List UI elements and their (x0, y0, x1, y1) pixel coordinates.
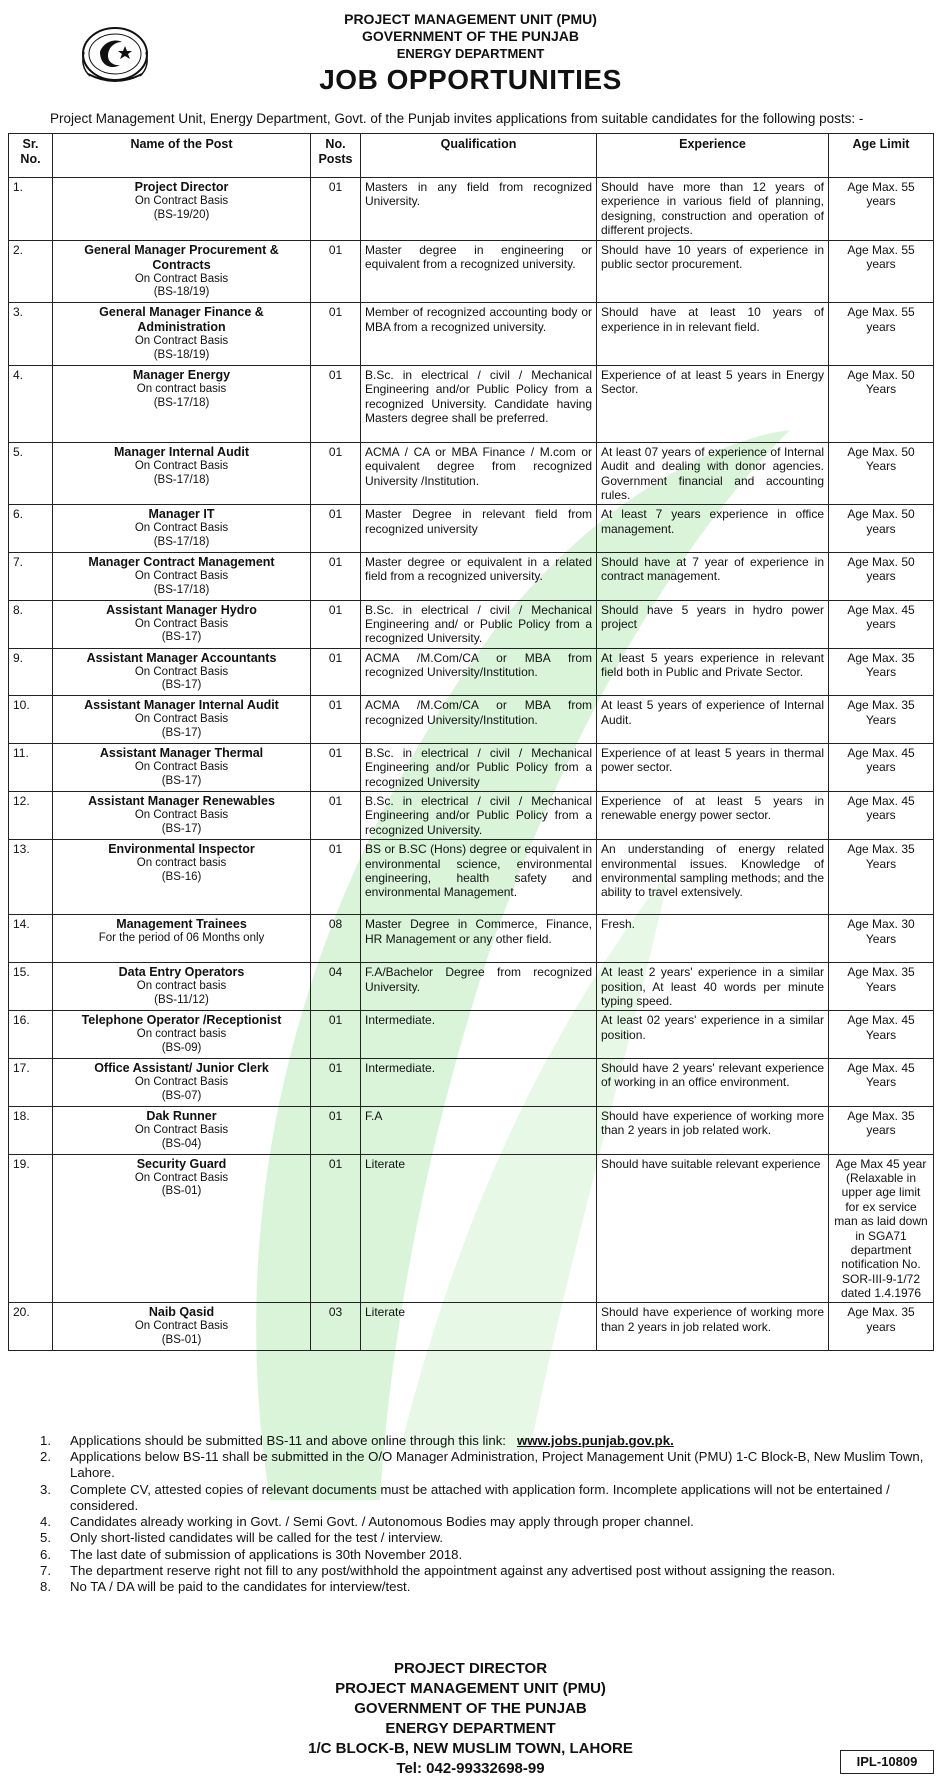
post-title: Environmental Inspector (108, 842, 255, 857)
cell-age-limit: Age Max. 30 Years (829, 915, 934, 963)
table-row (9, 1154, 934, 1303)
table-row (9, 743, 934, 791)
note-number: 1. (40, 1433, 51, 1448)
cell-age-limit: Age Max. 55 years (829, 303, 934, 366)
cell-posts: 01 (311, 648, 361, 696)
note-item (40, 1482, 925, 1514)
cell-experience: Should have at least 10 years of experience in in relevant field. (597, 303, 829, 366)
post-basis: On Contract Basis (134, 195, 229, 207)
cell-posts: 01 (311, 792, 361, 840)
post-scale: (BS-17) (161, 774, 202, 787)
cell-post-name (53, 600, 311, 648)
note-number: 4. (40, 1514, 51, 1530)
cell-post-name (53, 696, 311, 744)
cell-posts: 01 (311, 442, 361, 505)
table-row (9, 442, 934, 505)
note-text: The department reserve right not fill to any post/withhold the appointment against any advertised post without assigning the reason. (70, 1562, 836, 1578)
cell-sr: 1. (9, 178, 53, 241)
note-text: Complete CV, attested copies of relevant documents must be attached with application form. Incomplete applications will not be entertained / considered. (70, 1481, 890, 1513)
note-text: Candidates already working in Govt. / Semi Govt. / Autonomous Bodies may apply through proper channel. (70, 1514, 694, 1530)
header-age: Age Limit (829, 134, 934, 178)
cell-age-limit: Age Max. 35 Years (829, 696, 934, 744)
post-scale: (BS-19/20) (153, 208, 210, 221)
cell-sr: 7. (9, 552, 53, 600)
cell-qualification: ACMA /M.Com/CA or MBA from recognized University/Institution. (361, 648, 597, 696)
cell-qualification: Master degree in engineering or equivalent from a recognized university. (361, 240, 597, 303)
cell-qualification: Master Degree in relevant field from recognized university (361, 505, 597, 553)
header-posts: No. Posts (311, 134, 361, 178)
post-basis: On Contract Basis (134, 1171, 229, 1184)
cell-posts: 01 (311, 840, 361, 915)
cell-sr: 13. (9, 840, 53, 915)
table-row (9, 600, 934, 648)
table-header-row (9, 134, 934, 178)
note-item (40, 1579, 925, 1595)
cell-qualification: B.Sc. in electrical / civil / Mechanical Engineering and/or Public Policy from a recognized University. Candidate having Masters degree shall be preferred. (361, 365, 597, 442)
cell-post-name (53, 1154, 311, 1303)
cell-post-name (53, 178, 311, 241)
cell-experience: Should have at 7 year of experience in contract management. (597, 552, 829, 600)
post-scale: (BS-07) (161, 1089, 202, 1102)
table-row (9, 1303, 934, 1351)
post-basis: On Contract Basis (134, 1123, 229, 1136)
cell-qualification: B.Sc. in electrical / civil / Mechanical Engineering and/or Public Policy from a recognized University (361, 743, 597, 791)
cell-post-name (53, 840, 311, 915)
cell-posts: 04 (311, 963, 361, 1011)
cell-age-limit: Age Max. 45 Years (829, 1058, 934, 1106)
cell-sr: 11. (9, 743, 53, 791)
notes-list (40, 1433, 925, 1595)
post-title: Data Entry Operators (118, 965, 245, 980)
table-row (9, 840, 934, 915)
cell-experience: At least 5 years of experience of Internal Audit. (597, 696, 829, 744)
cell-experience: Should have more than 12 years of experience in various field of planning, designing, construction and operation of different projects. (597, 178, 829, 241)
cell-post-name (53, 915, 311, 963)
cell-sr: 6. (9, 505, 53, 553)
post-basis: On Contract Basis (134, 272, 229, 285)
cell-age-limit: Age Max. 55 years (829, 240, 934, 303)
table-row (9, 365, 934, 442)
cell-sr: 5. (9, 442, 53, 505)
cell-sr: 12. (9, 792, 53, 840)
post-basis: On Contract Basis (134, 335, 229, 348)
note-text: Applications should be submitted BS-11 and above online through this link: (70, 1433, 506, 1448)
cell-qualification: BS or B.SC (Hons) degree or equivalent in environmental science, environmental engineering, health safety and environmental Management. (361, 840, 597, 915)
cell-experience: At least 02 years' experience in a similar position. (597, 1011, 829, 1059)
post-basis: On contract basis (136, 1028, 227, 1041)
note-item (40, 1449, 925, 1481)
table-row (9, 915, 934, 963)
table-row (9, 963, 934, 1011)
cell-experience: An understanding of energy related environmental issues. Knowledge of environmental sampling methods; and the ability to travel extensively. (597, 840, 829, 915)
post-basis: For the period of 06 Months only (98, 932, 265, 945)
cell-sr: 10. (9, 696, 53, 744)
cell-age-limit: Age Max. 35 Years (829, 648, 934, 696)
reference-number: IPL-10809 (840, 1750, 934, 1774)
cell-posts: 08 (311, 915, 361, 963)
cell-sr: 17. (9, 1058, 53, 1106)
cell-age-limit: Age Max. 35 Years (829, 840, 934, 915)
cell-qualification: Literate (361, 1303, 597, 1351)
note-number: 5. (40, 1530, 51, 1546)
cell-experience: Should have 5 years in hydro power project (597, 600, 829, 648)
post-scale: (BS-18/19) (153, 286, 210, 299)
note-item (40, 1433, 925, 1449)
cell-experience: Experience of at least 5 years in Energy Sector. (597, 365, 829, 442)
cell-post-name (53, 552, 311, 600)
cell-post-name (53, 743, 311, 791)
cell-posts: 01 (311, 552, 361, 600)
cell-posts: 01 (311, 178, 361, 241)
post-basis: On contract basis (136, 980, 227, 993)
post-scale: (BS-01) (161, 1334, 202, 1347)
post-title: Telephone Operator /Receptionist (81, 1013, 282, 1028)
page-title: JOB OPPORTUNITIES (319, 64, 622, 95)
cell-sr: 14. (9, 915, 53, 963)
cell-age-limit: Age Max. 50 Years (829, 442, 934, 505)
cell-post-name (53, 240, 311, 303)
cell-experience: Should have experience of working more than 2 years in job related work. (597, 1106, 829, 1154)
cell-experience: Should have suitable relevant experience (597, 1154, 829, 1303)
post-basis: On Contract Basis (134, 617, 229, 630)
post-scale: (BS-17/18) (153, 473, 210, 486)
post-scale: (BS-17/18) (153, 536, 210, 549)
cell-experience: Experience of at least 5 years in thermal power sector. (597, 743, 829, 791)
footer-line-1: PROJECT DIRECTOR (393, 1660, 548, 1677)
cell-experience: Fresh. (597, 915, 829, 963)
cell-qualification: Master Degree in Commerce, Finance, HR Management or any other field. (361, 915, 597, 963)
post-title: Manager Energy (132, 367, 231, 382)
header-line-2: GOVERNMENT OF THE PUNJAB (361, 28, 579, 44)
post-title: Dak Runner (146, 1108, 217, 1123)
cell-experience: At least 7 years experience in office management. (597, 505, 829, 553)
cell-post-name (53, 1303, 311, 1351)
cell-posts: 01 (311, 600, 361, 648)
note-item (40, 1530, 925, 1546)
header-qualification: Qualification (361, 134, 597, 178)
post-scale: (BS-17) (161, 631, 202, 644)
table-row (9, 696, 934, 744)
footer-line-2: PROJECT MANAGEMENT UNIT (PMU) (335, 1680, 606, 1697)
table-row (9, 1106, 934, 1154)
table-row (9, 303, 934, 366)
note-number: 6. (40, 1546, 51, 1562)
table-row (9, 178, 934, 241)
cell-qualification: Masters in any field from recognized University. (361, 178, 597, 241)
cell-sr: 20. (9, 1303, 53, 1351)
cell-age-limit: Age Max 45 year (Relaxable in upper age limit for ex service man as laid down in SGA71 department notification No. SOR-III-9-1/72 dated 1.4.1976 (829, 1154, 934, 1303)
cell-experience: Experience of at least 5 years in renewable energy power sector. (597, 792, 829, 840)
note-text: Applications below BS-11 shall be submitted in the O/O Manager Administration, Project Management Unit (PMU) 1-C Block-B, New Muslim Town, Lahore. (70, 1449, 924, 1481)
header (0, 0, 941, 115)
post-scale: (BS-18/19) (153, 348, 210, 361)
cell-post-name (53, 365, 311, 442)
table-row (9, 1058, 934, 1106)
cell-qualification: Intermediate. (361, 1011, 597, 1059)
cell-posts: 01 (311, 303, 361, 366)
post-title: Assistant Manager Renewables (88, 794, 275, 809)
post-title: Manager IT (148, 507, 215, 522)
cell-posts: 01 (311, 743, 361, 791)
cell-age-limit: Age Max. 45 years (829, 792, 934, 840)
post-scale: (BS-17) (161, 679, 202, 692)
jobs-portal-link[interactable]: www.jobs.punjab.gov.pk. (516, 1433, 674, 1448)
note-item (40, 1563, 925, 1579)
cell-sr: 9. (9, 648, 53, 696)
post-title: Assistant Manager Thermal (99, 745, 264, 760)
cell-qualification: Member of recognized accounting body or MBA from a recognized university. (361, 303, 597, 366)
post-scale: (BS-04) (161, 1137, 202, 1150)
post-basis: On Contract Basis (134, 665, 229, 678)
cell-post-name (53, 648, 311, 696)
post-scale: (BS-09) (161, 1042, 202, 1055)
note-text: No TA / DA will be paid to the candidates for interview/test. (70, 1579, 411, 1595)
post-title: Naib Qasid (148, 1305, 215, 1320)
post-basis: On Contract Basis (134, 713, 229, 726)
cell-post-name (53, 442, 311, 505)
post-basis: On contract basis (136, 382, 227, 395)
header-name: Name of the Post (53, 134, 311, 178)
cell-qualification: F.A (361, 1106, 597, 1154)
cell-posts: 01 (311, 240, 361, 303)
cell-age-limit: Age Max. 50 Years (829, 365, 934, 442)
table-row (9, 240, 934, 303)
cell-post-name (53, 963, 311, 1011)
cell-posts: 01 (311, 505, 361, 553)
post-title: Office Assistant/ Junior Clerk (94, 1060, 269, 1075)
note-number: 7. (40, 1562, 51, 1578)
post-title: Project Director (134, 180, 229, 194)
cell-sr: 2. (9, 240, 53, 303)
intro-text: Project Management Unit, Energy Department, Govt. of the Punjab invites applications from suitable candidates for the following posts: - (50, 111, 864, 126)
cell-sr: 16. (9, 1011, 53, 1059)
cell-posts: 03 (311, 1303, 361, 1351)
cell-posts: 01 (311, 1154, 361, 1303)
header-sr: Sr. No. (9, 134, 53, 178)
cell-sr: 4. (9, 365, 53, 442)
table-row (9, 648, 934, 696)
cell-post-name (53, 1106, 311, 1154)
cell-experience: At least 5 years experience in relevant field both in Public and Private Sector. (597, 648, 829, 696)
post-title: Assistant Manager Hydro (106, 602, 257, 617)
note-text: Only short-listed candidates will be called for the test / interview. (70, 1530, 444, 1546)
post-title: Security Guard (136, 1156, 227, 1171)
post-basis: On Contract Basis (134, 809, 229, 822)
jobs-table-body (9, 178, 934, 1351)
note-number: 3. (40, 1481, 51, 1497)
cell-experience: Should have experience of working more than 2 years in job related work. (597, 1303, 829, 1351)
footer (0, 1659, 941, 1779)
footer-line-3: GOVERNMENT OF THE PUNJAB (354, 1700, 587, 1717)
cell-qualification: Master degree or equivalent in a related field from a recognized university. (361, 552, 597, 600)
cell-qualification: ACMA /M.Com/CA or MBA from recognized University/Institution. (361, 696, 597, 744)
post-scale: (BS-17) (161, 822, 202, 835)
post-basis: On Contract Basis (134, 1320, 229, 1333)
post-title: Manager Internal Audit (114, 444, 249, 459)
cell-age-limit: Age Max. 35 Years (829, 963, 934, 1011)
cell-post-name (53, 505, 311, 553)
post-basis: On Contract Basis (134, 1075, 229, 1088)
table-row (9, 505, 934, 553)
footer-line-4: ENERGY DEPARTMENT (385, 1720, 556, 1737)
cell-post-name (53, 1011, 311, 1059)
cell-age-limit: Age Max. 50 years (829, 505, 934, 553)
post-basis: On Contract Basis (134, 569, 229, 582)
cell-age-limit: Age Max. 45 Years (829, 1011, 934, 1059)
cell-qualification: Literate (361, 1154, 597, 1303)
table-row (9, 1011, 934, 1059)
note-item (40, 1547, 925, 1563)
post-title: Assistant Manager Accountants (86, 650, 277, 665)
cell-post-name (53, 792, 311, 840)
cell-post-name (53, 303, 311, 366)
cell-age-limit: Age Max. 55 years (829, 178, 934, 241)
table-row (9, 792, 934, 840)
cell-sr: 19. (9, 1154, 53, 1303)
cell-qualification: Intermediate. (361, 1058, 597, 1106)
footer-line-5: 1/C BLOCK-B, NEW MUSLIM TOWN, LAHORE (308, 1740, 633, 1757)
header-experience: Experience (597, 134, 829, 178)
cell-qualification: B.Sc. in electrical / civil / Mechanical Engineering and/or Public Policy from a recognized University. (361, 792, 597, 840)
cell-experience: At least 07 years of experience of Internal Audit and dealing with donor agencies. Government financial and accounting rules. (597, 442, 829, 505)
cell-posts: 01 (311, 1058, 361, 1106)
cell-sr: 18. (9, 1106, 53, 1154)
cell-post-name (53, 1058, 311, 1106)
header-line-3: ENERGY DEPARTMENT (396, 46, 545, 61)
cell-age-limit: Age Max. 50 years (829, 552, 934, 600)
cell-posts: 01 (311, 1106, 361, 1154)
note-text: The last date of submission of applications is 30th November 2018. (70, 1546, 463, 1562)
cell-experience: Should have 2 years' relevant experience of working in an office environment. (597, 1058, 829, 1106)
post-scale: (BS-01) (161, 1185, 202, 1198)
cell-experience: At least 2 years' experience in a similar position, At least 40 words per minute typing speed. (597, 963, 829, 1011)
cell-qualification: ACMA / CA or MBA Finance / M.com or equivalent degree from recognized University /Institution. (361, 442, 597, 505)
cell-posts: 01 (311, 1011, 361, 1059)
note-number: 8. (40, 1579, 51, 1595)
cell-sr: 15. (9, 963, 53, 1011)
cell-qualification: F.A/Bachelor Degree from recognized University. (361, 963, 597, 1011)
cell-posts: 01 (311, 365, 361, 442)
post-title: Assistant Manager Internal Audit (84, 698, 279, 713)
cell-posts: 01 (311, 696, 361, 744)
note-number: 2. (40, 1449, 51, 1465)
cell-age-limit: Age Max. 35 years (829, 1303, 934, 1351)
cell-qualification: B.Sc. in electrical / civil / Mechanical Engineering and/ or Public Policy from a recognized University. (361, 600, 597, 648)
note-item (40, 1514, 925, 1530)
post-title: Management Trainees (116, 917, 247, 932)
post-basis: On Contract Basis (134, 760, 229, 773)
header-line-1: PROJECT MANAGEMENT UNIT (PMU) (344, 11, 597, 27)
post-scale: (BS-16) (161, 871, 202, 883)
post-title: General Manager Finance & Administration (99, 305, 264, 335)
table-row (9, 552, 934, 600)
cell-experience: Should have 10 years of experience in public sector procurement. (597, 240, 829, 303)
footer-line-6: Tel: 042-99332698-99 (396, 1760, 545, 1777)
cell-sr: 8. (9, 600, 53, 648)
post-scale: (BS-11/12) (154, 994, 209, 1006)
post-basis: On Contract Basis (134, 522, 229, 535)
post-scale: (BS-17) (161, 727, 202, 740)
post-title: General Manager Procurement & Contracts (84, 242, 279, 272)
cell-age-limit: Age Max. 45 years (829, 743, 934, 791)
post-scale: (BS-17/18) (153, 396, 210, 409)
cell-age-limit: Age Max. 45 years (829, 600, 934, 648)
post-title: Manager Contract Management (88, 554, 275, 569)
post-scale: (BS-17/18) (153, 583, 210, 596)
post-basis: On contract basis (136, 857, 227, 870)
cell-age-limit: Age Max. 35 years (829, 1106, 934, 1154)
post-basis: On Contract Basis (134, 459, 229, 472)
cell-sr: 3. (9, 303, 53, 366)
jobs-table (8, 133, 934, 1351)
